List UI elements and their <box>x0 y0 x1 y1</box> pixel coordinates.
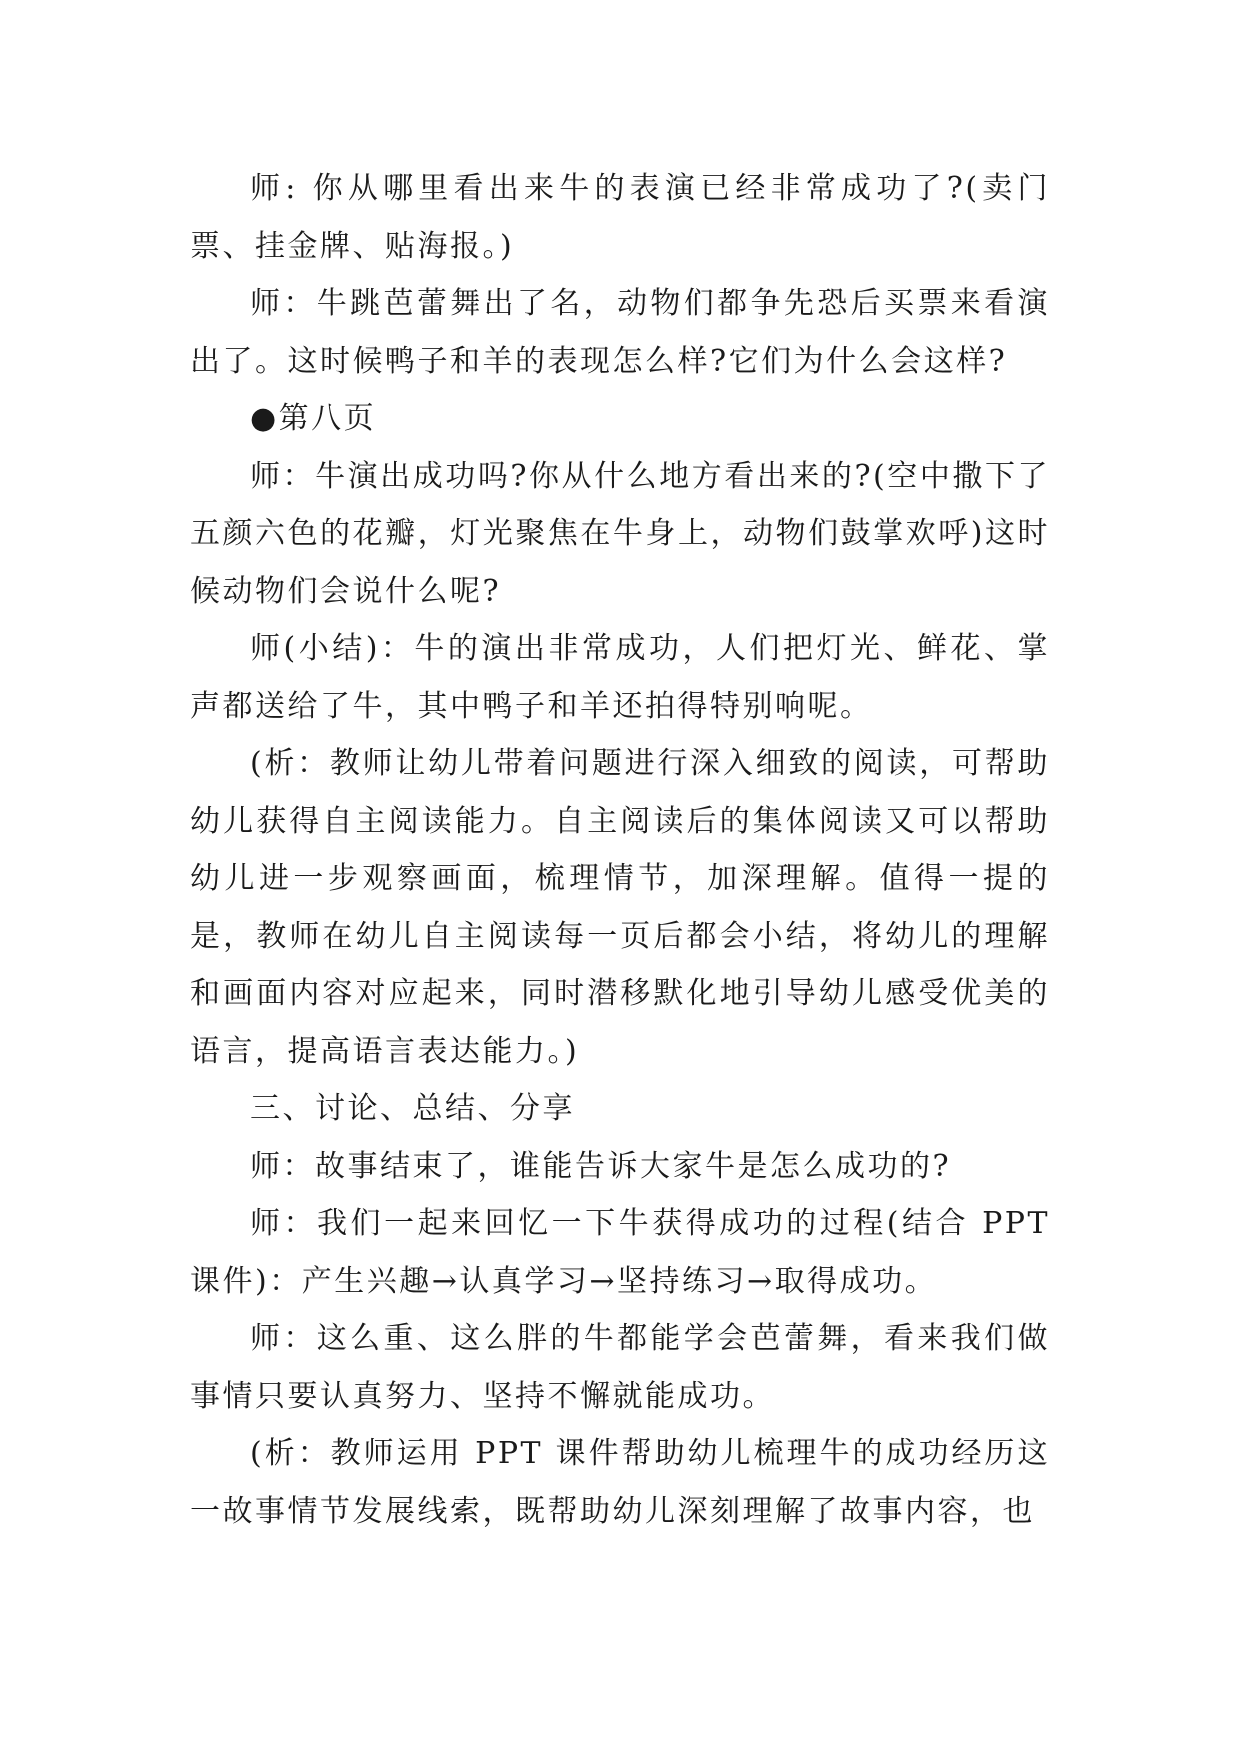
paragraph-page-eight-heading: ●第八页 <box>250 401 377 436</box>
paragraph-teacher-conclusion: 师：这么重、这么胖的牛都能学会芭蕾舞，看来我们做事情只要认真努力、坚持不懈就能成功。 <box>190 1321 1050 1414</box>
paragraph-teacher-summary: 师(小结)：牛的演出非常成功，人们把灯光、鲜花、掌声都送给了牛，其中鸭子和羊还拍得特别响呢。 <box>190 631 1050 724</box>
paragraph-teacher-ballet-famous: 师：牛跳芭蕾舞出了名，动物们都争先恐后买票来看演出了。这时候鸭子和羊的表现怎么样?它们为什么会这样? <box>190 286 1050 379</box>
paragraph-section-three-heading: 三、讨论、总结、分享 <box>250 1091 575 1126</box>
body-text <box>190 160 1050 1540</box>
paragraph-analysis-ppt: (析：教师运用 PPT 课件帮助幼儿梳理牛的成功经历这一故事情节发展线索，既帮助幼儿深刻理解了故事内容，也 <box>190 1436 1050 1529</box>
paragraph-analysis-reading: (析：教师让幼儿带着问题进行深入细致的阅读，可帮助幼儿获得自主阅读能力。自主阅读后的集体阅读又可以帮助幼儿进一步观察画面，梳理情节，加深理解。值得一提的是，教师在幼儿自主阅读每一页后都会小结，将幼儿的理解和画面内容对应起来，同时潜移默化地引导幼儿感受优美的语言，提高语言表达能力。) <box>190 746 1050 1069</box>
paragraph-teacher-story-end: 师：故事结束了，谁能告诉大家牛是怎么成功的? <box>250 1148 952 1184</box>
paragraph-teacher-review-process: 师：我们一起来回忆一下牛获得成功的过程(结合 PPT 课件)：产生兴趣→认真学习→坚持练习→取得成功。 <box>190 1206 1050 1299</box>
paragraph-teacher-question-performance: 师: 你从哪里看出来牛的表演已经非常成功了?(卖门票、挂金牌、贴海报。) <box>190 171 1050 264</box>
paragraph-teacher-success-question: 师：牛演出成功吗?你从什么地方看出来的?(空中撒下了五颜六色的花瓣，灯光聚焦在牛身上，动物们鼓掌欢呼)这时候动物们会说什么呢? <box>190 458 1050 609</box>
